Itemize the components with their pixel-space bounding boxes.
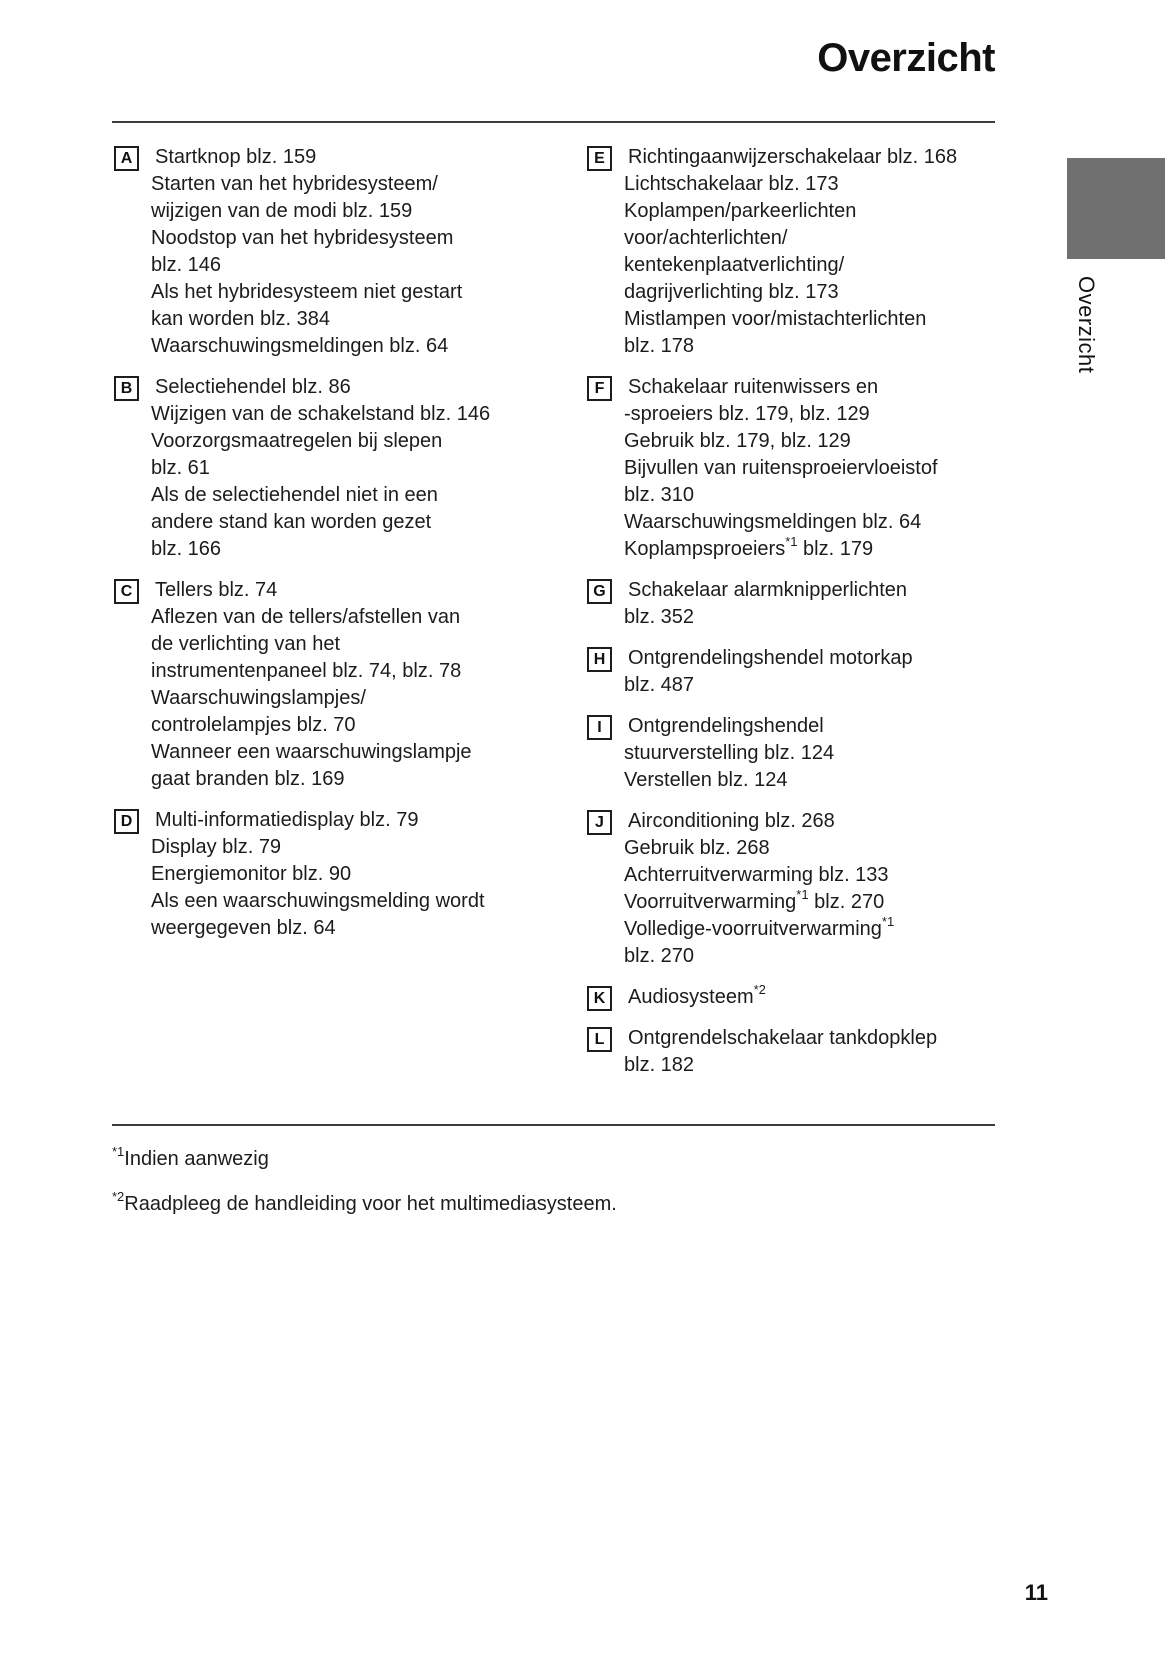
- footnote-2: [112, 1191, 617, 1218]
- toc-line: voor/achterlichten/: [624, 227, 788, 249]
- toc-line: Multi-informatiedisplay blz. 79: [155, 809, 419, 831]
- callout-letter-badge: B: [114, 376, 139, 401]
- toc-line: gaat branden blz. 169: [151, 768, 345, 790]
- toc-line: Voorzorgsmaatregelen bij slepen: [151, 430, 443, 452]
- footnote-1: [112, 1146, 617, 1173]
- toc-section-text: [151, 807, 562, 942]
- toc-section-A: [112, 144, 562, 360]
- callout-letter-badge: A: [114, 146, 139, 171]
- toc-line: instrumentenpaneel blz. 74, blz. 78: [151, 660, 462, 682]
- toc-line: Richtingaanwijzerschakelaar blz. 168: [628, 146, 958, 168]
- callout-letter-badge: I: [587, 715, 612, 740]
- toc-line: Verstellen blz. 124: [624, 769, 788, 791]
- toc-line: kentekenplaatverlichting/: [624, 254, 845, 276]
- toc-line: stuurverstelling blz. 124: [624, 742, 835, 764]
- toc-line: Aflezen van de tellers/afstellen van: [151, 606, 461, 628]
- toc-section-G: [585, 577, 1055, 631]
- toc-section-text: [624, 374, 1055, 563]
- footnote-2-marker: *2: [112, 1189, 125, 1205]
- footnote-2-text: Raadpleeg de handleiding voor het multimediasysteem.: [124, 1193, 617, 1215]
- footnote-reference-marker: *1: [785, 534, 798, 550]
- toc-line: Schakelaar ruitenwissers en: [628, 376, 879, 398]
- callout-letter-badge: E: [587, 146, 612, 171]
- toc-line: dagrijverlichting blz. 173: [624, 281, 839, 303]
- toc-line: blz. 182: [624, 1054, 695, 1076]
- toc-line: Koplampen/parkeerlichten: [624, 200, 857, 222]
- bottom-divider: [112, 1124, 995, 1126]
- footnote-reference-marker: *2: [753, 982, 766, 998]
- toc-line: Lichtschakelaar blz. 173: [624, 173, 839, 195]
- callout-letter-badge: J: [587, 810, 612, 835]
- toc-column-right: [585, 144, 1055, 1093]
- toc-line: Tellers blz. 74: [155, 579, 278, 601]
- toc-line: Wanneer een waarschuwingslampje: [151, 741, 472, 763]
- footnote-reference-marker: *1: [881, 914, 895, 930]
- toc-line: Starten van het hybridesysteem/: [151, 173, 438, 195]
- toc-line: Als een waarschuwingsmelding wordt: [151, 890, 485, 912]
- callout-letter-badge: D: [114, 809, 139, 834]
- toc-section-text: [624, 984, 1055, 1011]
- toc-line: blz. 61: [151, 457, 210, 479]
- toc-line: Wijzigen van de schakelstand blz. 146: [151, 403, 491, 425]
- toc-line: controlelampjes blz. 70: [151, 714, 356, 736]
- toc-line: Bijvullen van ruitensproeiervloeistof: [624, 457, 938, 479]
- callout-letter-badge: L: [587, 1027, 612, 1052]
- toc-line: Als het hybridesysteem niet gestart: [151, 281, 463, 303]
- toc-line: Startknop blz. 159: [155, 146, 317, 168]
- toc-line: Koplampsproeiers$^{*1}$ blz. 179: [624, 534, 874, 560]
- toc-line: kan worden blz. 384: [151, 308, 331, 330]
- toc-line: Waarschuwingslampjes/: [151, 687, 366, 709]
- toc-line: Als de selectiehendel niet in een: [151, 484, 438, 506]
- toc-section-text: [624, 1025, 1055, 1079]
- toc-line: Achterruitverwarming blz. 133: [624, 864, 889, 886]
- toc-line: Schakelaar alarmknipperlichten: [628, 579, 908, 601]
- toc-section-text: [624, 808, 1055, 970]
- toc-line: de verlichting van het: [151, 633, 341, 655]
- toc-line: blz. 487: [624, 674, 695, 696]
- callout-letter-badge: F: [587, 376, 612, 401]
- toc-section-E: [585, 144, 1055, 360]
- toc-line: Waarschuwingsmeldingen blz. 64: [624, 511, 922, 533]
- toc-section-J: [585, 808, 1055, 970]
- toc-section-B: [112, 374, 562, 563]
- toc-line: wijzigen van de modi blz. 159: [151, 200, 413, 222]
- page-title: Overzicht: [817, 36, 995, 80]
- callout-letter-badge: K: [587, 986, 612, 1011]
- toc-line: Waarschuwingsmeldingen blz. 64: [151, 335, 449, 357]
- toc-line: andere stand kan worden gezet: [151, 511, 432, 533]
- toc-section-text: [624, 645, 1055, 699]
- callout-letter-badge: H: [587, 647, 612, 672]
- toc-line: blz. 310: [624, 484, 695, 506]
- toc-section-text: [151, 144, 562, 360]
- toc-line: Gebruik blz. 179, blz. 129: [624, 430, 851, 452]
- toc-line: Volledige-voorruitverwarming$^{*1}$: [624, 914, 895, 940]
- page-number: 11: [1024, 1580, 1048, 1605]
- footnote-1-text: Indien aanwezig: [124, 1148, 269, 1170]
- toc-line: blz. 166: [151, 538, 222, 560]
- toc-line: Audiosysteem$^{*2}$: [628, 982, 766, 1008]
- toc-section-K: [585, 984, 1055, 1011]
- footnote-reference-marker: *1: [796, 887, 809, 903]
- toc-line: Airconditioning blz. 268: [628, 810, 835, 832]
- chapter-tab-marker: [1067, 158, 1165, 259]
- toc-section-F: [585, 374, 1055, 563]
- toc-line: blz. 146: [151, 254, 222, 276]
- toc-line: -sproeiers blz. 179, blz. 129: [624, 403, 870, 425]
- footnotes: [112, 1146, 617, 1236]
- toc-column-left: [112, 144, 562, 956]
- toc-line: Ontgrendelingshendel motorkap: [628, 647, 913, 669]
- toc-section-text: [624, 144, 1055, 360]
- toc-line: blz. 352: [624, 606, 695, 628]
- toc-line: Energiemonitor blz. 90: [151, 863, 352, 885]
- toc-line: Ontgrendelschakelaar tankdopklep: [628, 1027, 938, 1049]
- toc-line: Gebruik blz. 268: [624, 837, 770, 859]
- toc-section-text: [624, 713, 1055, 794]
- callout-letter-badge: G: [587, 579, 612, 604]
- toc-section-I: [585, 713, 1055, 794]
- toc-line: blz. 178: [624, 335, 695, 357]
- toc-line: Display blz. 79: [151, 836, 282, 858]
- top-divider: [112, 121, 995, 123]
- chapter-tab-label: Overzicht: [1074, 276, 1099, 374]
- footnote-1-marker: *1: [112, 1144, 125, 1160]
- toc-line: Ontgrendelingshendel: [628, 715, 824, 737]
- toc-line: Noodstop van het hybridesysteem: [151, 227, 454, 249]
- toc-section-text: [151, 374, 562, 563]
- toc-line: Selectiehendel blz. 86: [155, 376, 351, 398]
- toc-section-L: [585, 1025, 1055, 1079]
- toc-section-text: [624, 577, 1055, 631]
- toc-line: Voorruitverwarming$^{*1}$ blz. 270: [624, 887, 885, 913]
- callout-letter-badge: C: [114, 579, 139, 604]
- toc-line: Mistlampen voor/mistachterlichten: [624, 308, 927, 330]
- toc-section-C: [112, 577, 562, 793]
- toc-section-D: [112, 807, 562, 942]
- toc-line: weergegeven blz. 64: [151, 917, 336, 939]
- toc-section-text: [151, 577, 562, 793]
- toc-section-H: [585, 645, 1055, 699]
- toc-line: blz. 270: [624, 945, 695, 967]
